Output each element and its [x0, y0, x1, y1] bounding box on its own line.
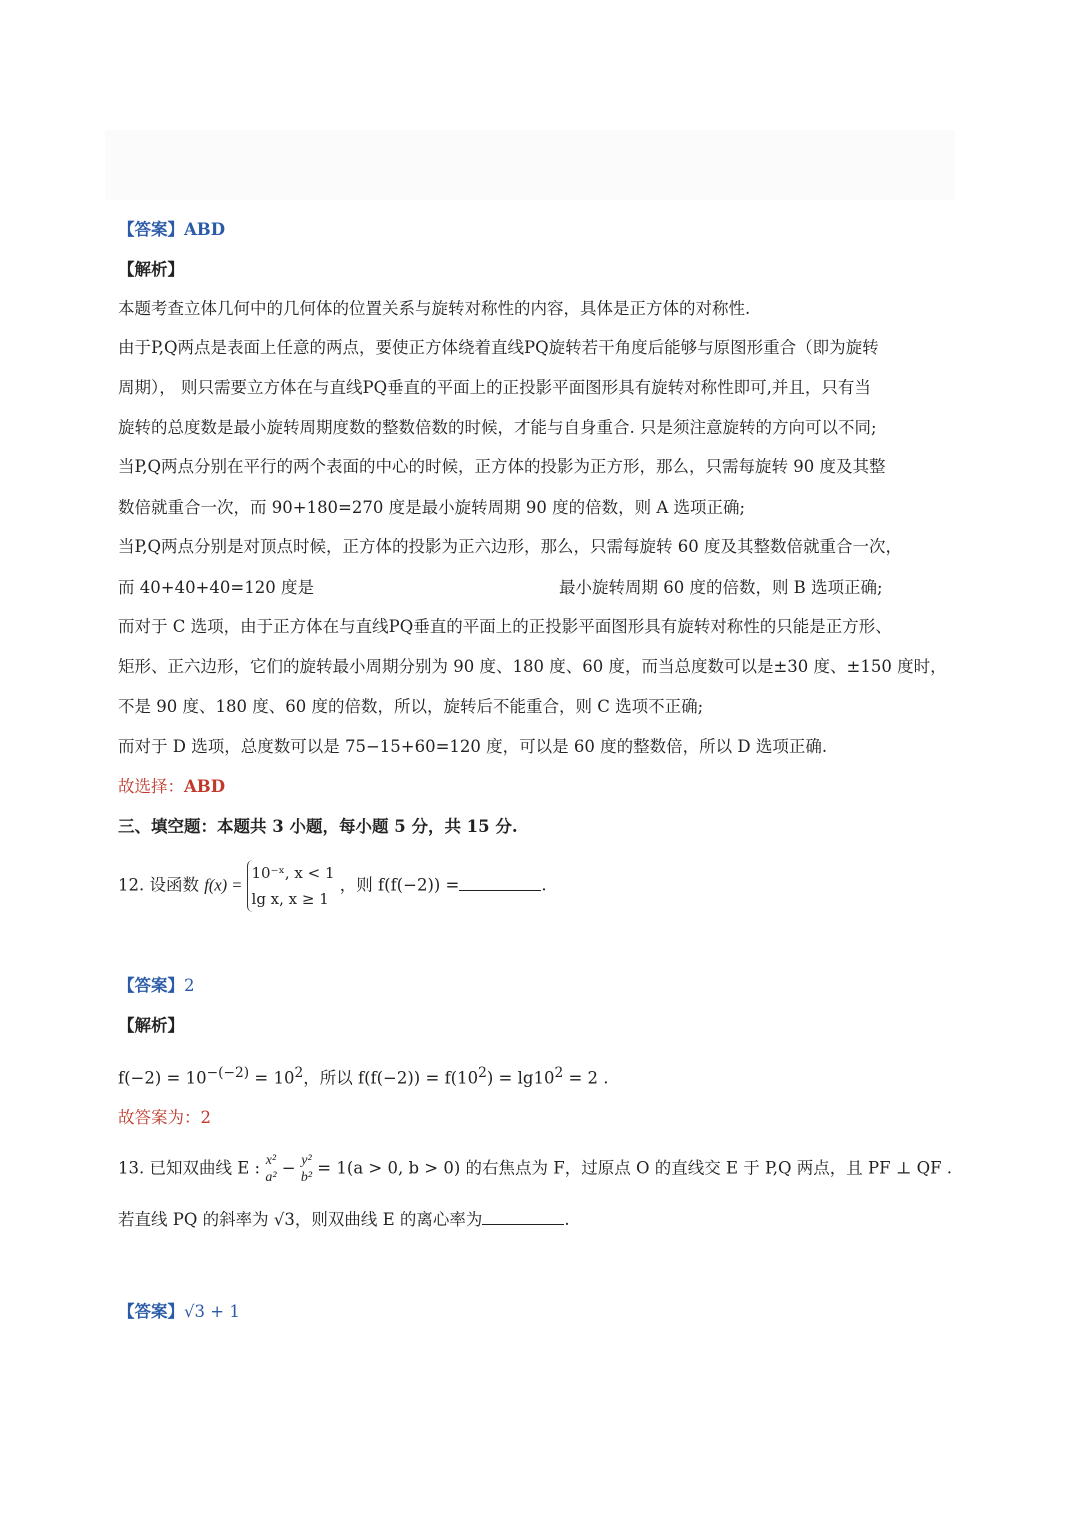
analysis-line: 周期）， 则只需要立方体在与直线PQ垂直的平面上的正投影平面图形具有旋转对称性即可,并且，只有当 — [118, 378, 871, 397]
piecewise-function — [247, 860, 335, 912]
solution-text: ，所以 f(f(−2)) = f(10 — [303, 1068, 479, 1088]
analysis-text: 而 40+40+40=120 度是 — [118, 578, 314, 597]
q13-question — [118, 1152, 952, 1186]
analysis-line — [118, 577, 883, 599]
analysis-text: 最小旋转周期 60 度的倍数，则 B 选项正确; — [558, 578, 883, 597]
analysis-line: 而对于 D 选项，总度数可以是 75−15+60=120 度，可以是 60 度的整数倍，所以 D 选项正确. — [118, 737, 828, 756]
answer-value: ABD — [184, 220, 226, 239]
analysis-line: 当P,Q两点分别是对顶点时候，正方体的投影为正六边形，那么，只需每旋转 60 度及其整数倍就重合一次， — [118, 537, 903, 556]
question-text: = 1(a > 0, b > 0) 的右焦点为 F，过原点 O 的直线交 E 于 P,Q 两点，且 PF ⊥ QF . — [312, 1158, 953, 1178]
fraction — [265, 1152, 276, 1186]
conclusion-label: 故答案为： — [118, 1108, 201, 1127]
numerator: x² — [265, 1153, 277, 1168]
answer-label: 【答案】 — [118, 220, 184, 239]
answer-label: 【答案】 — [118, 976, 184, 995]
question-text: 若直线 PQ 的斜率为 √3，则双曲线 E 的离心率为 — [118, 1210, 483, 1229]
fraction — [301, 1152, 312, 1186]
q12-answer — [118, 975, 195, 997]
question-text: 13. 已知双曲线 E : — [118, 1158, 266, 1178]
answer-blank — [459, 874, 541, 891]
analysis-line: 由于P,Q两点是表面上任意的两点，要使正方体绕着直线PQ旋转若干角度后能够与原图形重合（即为旋转 — [118, 338, 879, 357]
function-def: f(x) = — [204, 875, 247, 895]
solution-text: ) = lg10 — [486, 1068, 555, 1088]
q11-answer — [118, 219, 225, 241]
q11-analysis-label: 【解析】 — [118, 260, 184, 279]
section-heading: 三、填空题：本题共 3 小题，每小题 5 分，共 15 分. — [118, 817, 518, 836]
exponent: 2 — [478, 1065, 487, 1081]
analysis-line: 而对于 C 选项，由于正方体在与直线PQ垂直的平面上的正投影平面图形具有旋转对称性的只能是正方形、 — [118, 617, 892, 636]
analysis-line: 数倍就重合一次，而 90+180=270 度是最小旋转周期 90 度的倍数，则 A 选项正确; — [118, 498, 746, 517]
exponent: 2 — [554, 1065, 564, 1081]
solution-text: = 10 — [249, 1068, 295, 1088]
exponent: −(−2) — [206, 1065, 250, 1081]
q13-answer — [118, 1301, 240, 1323]
q12-question: 12. 设函数 f(x) = 10⁻ˣ, x < 1 lg x, x ≥ 1 ，则 f(f(−2)) = . — [118, 860, 547, 912]
solution-text: = 2 . — [563, 1068, 609, 1088]
exponent: 2 — [294, 1065, 304, 1081]
operator: − — [276, 1158, 301, 1178]
q12-solution — [118, 1062, 609, 1090]
analysis-line: 矩形、正六边形，它们的旋转最小周期分别为 90 度、180 度、60 度，而当总度数可以是±30 度、±150 度时， — [118, 657, 947, 676]
answer-value: 2 — [184, 976, 195, 995]
answer-value: √3 + 1 — [184, 1302, 240, 1321]
case-1: 10⁻ˣ, x < 1 — [251, 864, 335, 882]
q11-conclusion — [118, 776, 225, 798]
analysis-line: 旋转的总度数是最小旋转周期度数的整数倍数的时候，才能与自身重合. 只是须注意旋转的方向可以不同; — [118, 418, 877, 437]
faded-region — [105, 130, 955, 200]
analysis-line: 本题考查立体几何中的几何体的位置关系与旋转对称性的内容，具体是正方体的对称性. — [118, 299, 751, 318]
q12-conclusion — [118, 1107, 211, 1129]
answer-label: 【答案】 — [118, 1302, 184, 1321]
denominator: a² — [265, 1170, 277, 1185]
solution-text: f(−2) = 10 — [118, 1068, 207, 1088]
conclusion-value: ABD — [184, 777, 226, 796]
conclusion-value: 2 — [200, 1108, 211, 1127]
question-text: ，则 f(f(−2)) = — [339, 875, 460, 895]
conclusion-label: 故选择： — [118, 777, 184, 796]
numerator: y² — [301, 1153, 312, 1168]
analysis-line: 不是 90 度、180 度、60 度的倍数，所以，旋转后不能重合，则 C 选项不正确; — [118, 697, 704, 716]
q13-question-line2: 若直线 PQ 的斜率为 √3，则双曲线 E 的离心率为 . — [118, 1210, 570, 1229]
denominator: b² — [300, 1170, 313, 1185]
answer-blank — [482, 1208, 564, 1225]
q12-analysis-label: 【解析】 — [118, 1016, 184, 1035]
analysis-line: 当P,Q两点分别在平行的两个表面的中心的时候，正方体的投影为正方形，那么，只需每旋转 90 度及其整 — [118, 457, 886, 476]
question-text: 12. 设函数 — [118, 875, 205, 895]
case-2: lg x, x ≥ 1 — [251, 890, 329, 908]
